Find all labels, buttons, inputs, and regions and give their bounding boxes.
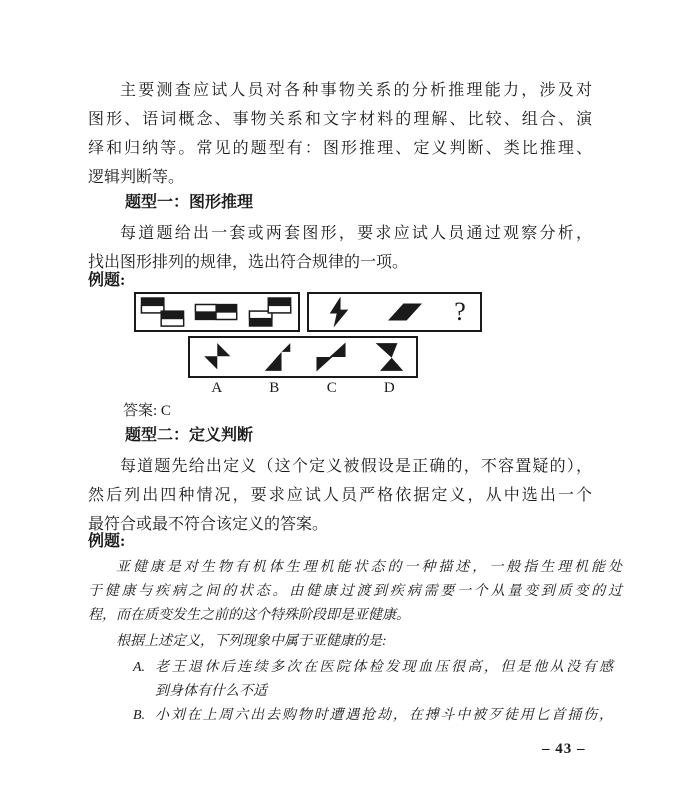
- option-b-row: [133, 704, 613, 728]
- domino-figure-2-icon: [194, 297, 240, 327]
- option-shape-b: [259, 340, 291, 374]
- option-a-icon: [202, 340, 234, 374]
- paragraph-line: 图形、语词概念、事物关系和文字材料的理解、比较、组合、演: [88, 111, 592, 128]
- option-d-icon: [372, 340, 404, 374]
- option-a-label: A.: [133, 660, 146, 675]
- option-shape-d: [372, 340, 404, 374]
- option-label-d: D: [383, 380, 395, 396]
- paragraph-line: 每道题先给出定义（这个定义被假设是正确的，不容置疑的），: [120, 458, 592, 475]
- question-line-block: [88, 630, 622, 654]
- domino-figure-1-icon: [140, 297, 186, 327]
- list-option-b: [133, 704, 613, 728]
- paragraph-line: 逻辑判断等。: [88, 169, 185, 186]
- page-number: – 43 –: [542, 741, 586, 757]
- figure-options-box: [188, 336, 418, 378]
- section2-heading: 题型二：定义判断: [125, 427, 254, 444]
- option-c-icon: [315, 340, 347, 374]
- paragraph-line: 然后列出四种情况，要求应试人员严格依据定义，从中选出一个: [88, 487, 592, 504]
- domino-figure-3-icon: [248, 297, 294, 327]
- option-label-c: C: [326, 380, 337, 396]
- paragraph-line: 程，而在质变发生之前的这个特殊阶段即是亚健康。: [88, 608, 410, 623]
- option-a-text: 老王退休后连续多次在医院体检发现血压很高，但是他从没有感: [155, 660, 613, 675]
- option-shape-c: [315, 340, 347, 374]
- lightning-bolt-icon: [323, 295, 355, 329]
- paragraph-line: 亚健康是对生物有机体生理机能状态的一种描述，一般指生理机能处: [116, 560, 622, 575]
- paragraph-line: 绎和归纳等。常见的题型有：图形推理、定义判断、类比推理、: [88, 140, 592, 157]
- option-a-row: [133, 656, 613, 680]
- option-shape-a: [202, 340, 234, 374]
- option-b-text: 小刘在上周六出去购物时遭遇抢劫，在搏斗中被歹徒用匕首捅伤，: [155, 708, 613, 723]
- lightning-bolt-shape: [323, 295, 355, 329]
- option-label-a: A: [211, 380, 223, 396]
- option-label-b: B: [269, 380, 280, 396]
- intro-paragraph: [88, 76, 592, 192]
- section1-body: [88, 219, 592, 277]
- option-b-label: B.: [133, 708, 146, 723]
- parallelogram-icon: [384, 295, 426, 329]
- paragraph-line: 主要测查应试人员对各种事物关系的分析推理能力，涉及对: [120, 82, 592, 99]
- answer-text: 答案: C: [123, 403, 171, 419]
- figure-sequence-box: [134, 292, 300, 332]
- domino-figure-3: [248, 297, 294, 327]
- option-b-icon: [259, 340, 291, 374]
- section2-example-label: 例题:: [88, 533, 126, 550]
- section1-example-label: 例题:: [88, 272, 126, 289]
- list-option-a: [133, 656, 613, 704]
- section1-heading: 题型一：图形推理: [125, 194, 254, 211]
- figure-option-labels: [188, 380, 418, 396]
- domino-figure-1: [140, 297, 186, 327]
- domino-figure-2: [194, 297, 240, 327]
- paragraph-line: 每道题给出一套或两套图形，要求应试人员通过观察分析，: [120, 225, 592, 242]
- question-mark: ?: [454, 297, 466, 326]
- paragraph-line: 于健康与疾病之间的状态。由健康过渡到疾病需要一个从量变到质变的过: [88, 584, 622, 599]
- definition-paragraph: [88, 556, 622, 628]
- option-a-text-wrap: 到身体有什么不适: [155, 684, 267, 699]
- figure-question-box: [307, 292, 482, 332]
- paragraph-line: 最符合或最不符合该定义的答案。: [88, 516, 329, 533]
- section2-body: [88, 452, 592, 539]
- parallelogram-shape: [384, 295, 426, 329]
- question-line: 根据上述定义，下列现象中属于亚健康的是:: [116, 634, 387, 649]
- paragraph-line: 找出图形排列的规律，选出符合规律的一项。: [88, 254, 409, 271]
